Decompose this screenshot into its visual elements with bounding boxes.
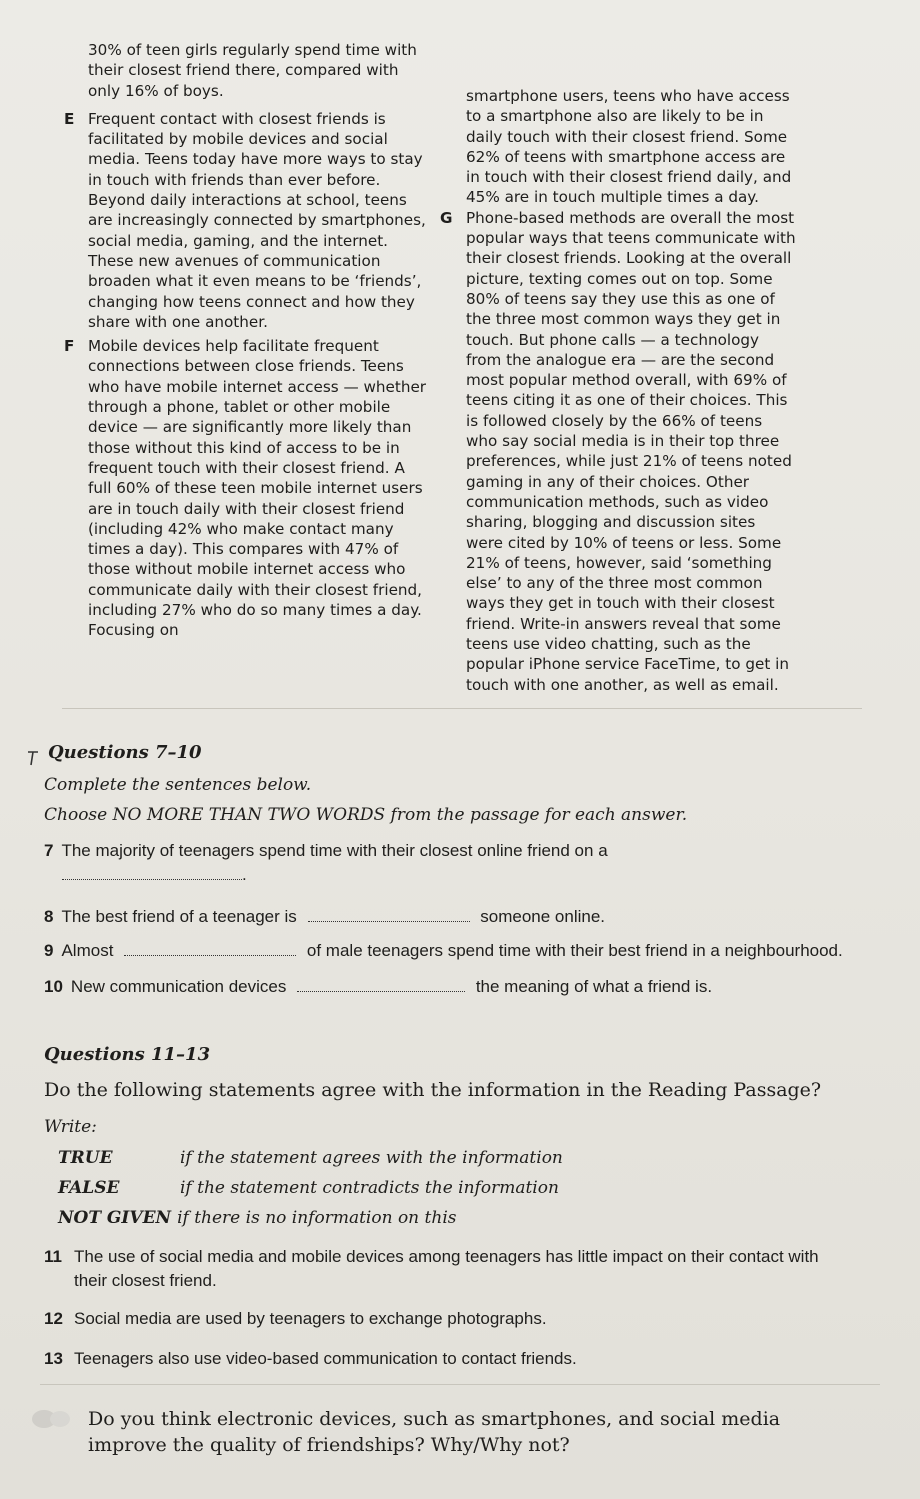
question-text: Almost <box>61 941 114 960</box>
discussion-section <box>88 1406 788 1458</box>
instruction-complete: Complete the sentences below. <box>44 775 312 795</box>
question-text-end: . <box>242 865 247 884</box>
key-desc: if the statement agrees with the information <box>180 1148 563 1168</box>
question-text-end: the meaning of what a friend is. <box>475 977 713 996</box>
question-13 <box>44 1347 844 1371</box>
question-number: 10 <box>44 977 63 996</box>
passage-paragraph-f <box>64 336 433 640</box>
passage-paragraph-e <box>64 109 433 332</box>
tfng-question: Do the following statements agree with the information in the Reading Passage? <box>44 1079 822 1101</box>
question-7 <box>44 839 844 887</box>
paragraph-text: Frequent contact with closest friends is facilitated by mobile devices and social media. Teens today have more ways to stay in touch with friends than ever before. Beyond daily interactions at school, teens are increasingly connected by smartphones, social media, gaming, and the internet. These new avenues of communication broaden what it even means to be ‘friends’, changing how teens connect and how they share with one another. <box>88 109 426 331</box>
question-number: 13 <box>44 1349 63 1368</box>
passage-paragraph-g <box>440 208 796 695</box>
question-text: Social media are used by teenagers to exchange photographs. <box>74 1309 547 1328</box>
paragraph-text: 30% of teen girls regularly spend time with their closest friend there, compared with only 16% of boys. <box>88 41 417 100</box>
question-text: The use of social media and mobile devices among teenagers has little impact on their contact with their closest friend. <box>74 1247 819 1290</box>
key-true <box>58 1143 844 1173</box>
section-divider <box>40 1384 880 1385</box>
question-text-end: of male teenagers spend time with their best friend in a neighbourhood. <box>306 941 843 960</box>
answer-key <box>58 1143 844 1233</box>
question-number: 8 <box>44 907 54 926</box>
paragraph-text: smartphone users, teens who have access to a smartphone also are likely to be in daily touch with their closest friend. Some 62% of teens with smartphone access are in touch with their closest friend daily, and 45% are in touch multiple times a day. <box>466 87 792 207</box>
question-text: New communication devices <box>70 977 287 996</box>
question-number: 11 <box>44 1247 62 1266</box>
discussion-question: Do you think electronic devices, such as smartphones, and social media improve the quality of friendships? Why/Why not? <box>88 1408 781 1456</box>
paragraph-letter: F <box>64 337 75 356</box>
question-10 <box>44 975 844 999</box>
passage-left-column <box>64 40 433 641</box>
key-term: TRUE <box>58 1148 113 1168</box>
answer-blank[interactable] <box>62 865 242 880</box>
questions-7-10-section <box>44 742 844 999</box>
paragraph-letter: G <box>440 208 453 227</box>
section-divider <box>62 708 862 709</box>
paragraph-text: Phone-based methods are overall the most popular ways that teens communicate with their closest friends. Looking at the overall picture, texting comes out on top. Some 80% of teens say they use this as one of the three most common ways they get in touch. But phone calls — a technology from the analogue era — are the second most popular method overall, with 69% of teens citing it as one of their choices. This is followed closely by the 66% of teens who say social media is in their top three preferences, while just 21% of teens noted gaming in any of their choices. Other communication methods, such as video sharing, blogging and discussion sites were cited by 10% of teens or less. Some 21% of teens, however, said ‘something else’ to any of the three most common ways they get in touch with their closest friend. Write-in answers reveal that some teens use video chatting, such as the popular iPhone service FaceTime, to get in touch with one another, as well as email. <box>466 208 796 694</box>
key-term: FALSE <box>58 1178 120 1198</box>
question-text-end: someone online. <box>480 907 606 926</box>
passage-paragraph-continuation <box>88 40 433 101</box>
question-number: 7 <box>44 841 54 860</box>
question-text: Teenagers also use video-based communication to contact friends. <box>74 1349 577 1368</box>
write-label: Write: <box>44 1117 97 1137</box>
questions-11-13-section <box>44 1044 844 1371</box>
passage-right-column <box>440 86 796 695</box>
speech-bubble-icon <box>30 1408 72 1430</box>
answer-blank[interactable] <box>297 977 465 992</box>
paragraph-letter: E <box>64 109 75 128</box>
question-number: 9 <box>44 941 54 960</box>
question-number: 12 <box>44 1309 63 1328</box>
key-desc: if the statement contradicts the information <box>180 1178 559 1198</box>
answer-blank[interactable] <box>308 907 470 922</box>
key-desc: if there is no information on this <box>177 1208 457 1228</box>
passage-paragraph-continuation-right <box>466 86 796 208</box>
key-false <box>58 1173 844 1203</box>
question-text: The best friend of a teenager is <box>61 907 297 926</box>
question-11 <box>44 1245 844 1293</box>
question-text: The majority of teenagers spend time with their closest online friend on a <box>61 841 608 860</box>
instruction-word-limit: Choose NO MORE THAN TWO WORDS from the passage for each answer. <box>44 805 688 825</box>
question-12 <box>44 1307 844 1331</box>
key-term: NOT GIVEN <box>58 1208 172 1228</box>
key-not-given <box>58 1203 844 1233</box>
questions-7-10-title: Questions 7–10 <box>48 742 202 763</box>
question-8 <box>44 905 844 929</box>
question-9 <box>44 939 844 963</box>
answer-blank[interactable] <box>124 941 296 956</box>
paragraph-text: Mobile devices help facilitate frequent connections between close friends. Teens who have mobile internet access — whether through a phone, tablet or other mobile device — are significantly more likely than those without this kind of access to be in frequent touch with their closest friend. A full 60% of these teen mobile internet users are in touch daily with their closest friend (including 42% who make contact many times a day). This compares with 47% of those without mobile internet access who communicate daily with their closest friend, including 27% who do so many times a day. Focusing on <box>88 337 427 640</box>
questions-11-13-title: Questions 11–13 <box>44 1044 211 1065</box>
pin-icon <box>26 742 40 766</box>
